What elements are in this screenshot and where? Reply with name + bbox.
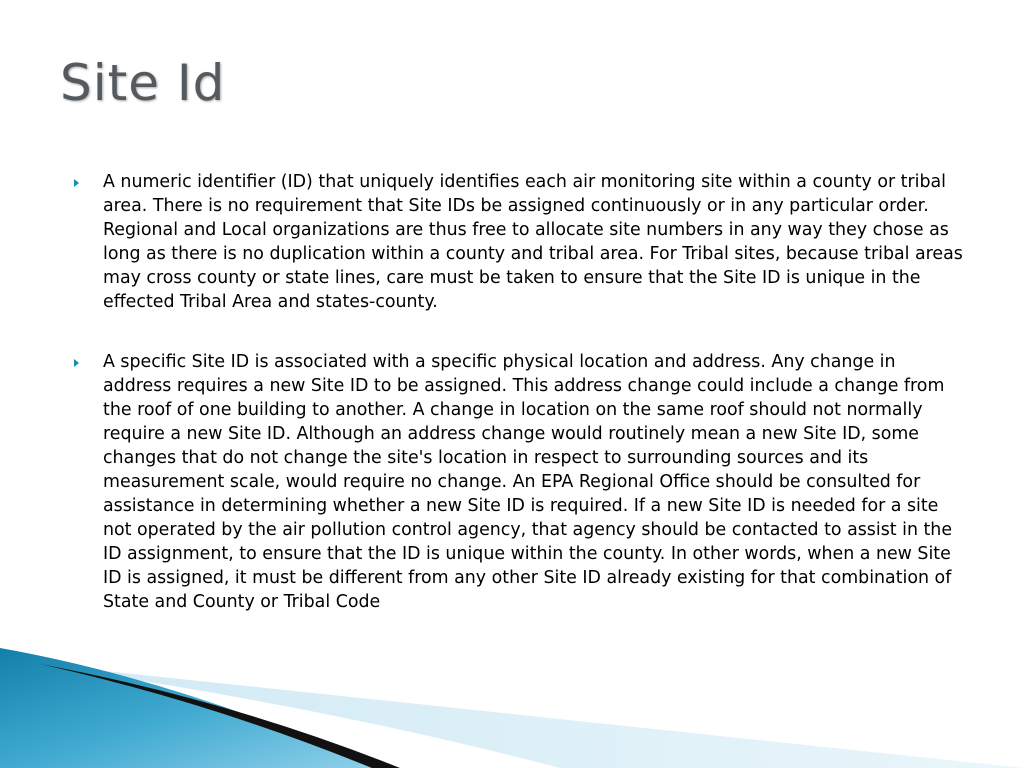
footer-swoosh-decoration [0,640,1024,768]
bullet-item [74,170,964,314]
slide-title: Site Id [60,54,226,112]
bullet-text: A numeric identifier (ID) that uniquely identifies each air monitoring site within a county or tribal area. There is no requirement that Site IDs be assigned continuously or in any particular order. Regional and Local organizations are thus free to allocate site numbers in any way they chose as long as there is no duplication within a county and tribal area. For Tribal sites, because tribal areas may cross county or state lines, care must be taken to ensure that the Site ID is unique in the effected Tribal Area and states-county. [103,172,963,312]
bullet-item [74,350,964,614]
bullet-text: A specific Site ID is associated with a specific physical location and address. Any change in address requires a new Site ID to be assigned. This address change could include a change from the roof of one building to another. A change in location on the same roof should not normally require a new Site ID. Although an address change would routinely mean a new Site ID, some changes that do not change the site's location in respect to surrounding sources and its measurement scale, would require no change. An EPA Regional Office should be consulted for assistance in determining whether a new Site ID is required. If a new Site ID is needed for a site not operated by the air pollution control agency, that agency should be contacted to assist in the ID assignment, to ensure that the ID is unique within the county. In other words, when a new Site ID is assigned, it must be different from any other Site ID already existing for that combination of State and County or Tribal Code [103,352,953,612]
bullet-list [74,170,964,614]
bullet-arrow-icon [74,359,79,367]
bullet-arrow-icon [74,179,79,187]
